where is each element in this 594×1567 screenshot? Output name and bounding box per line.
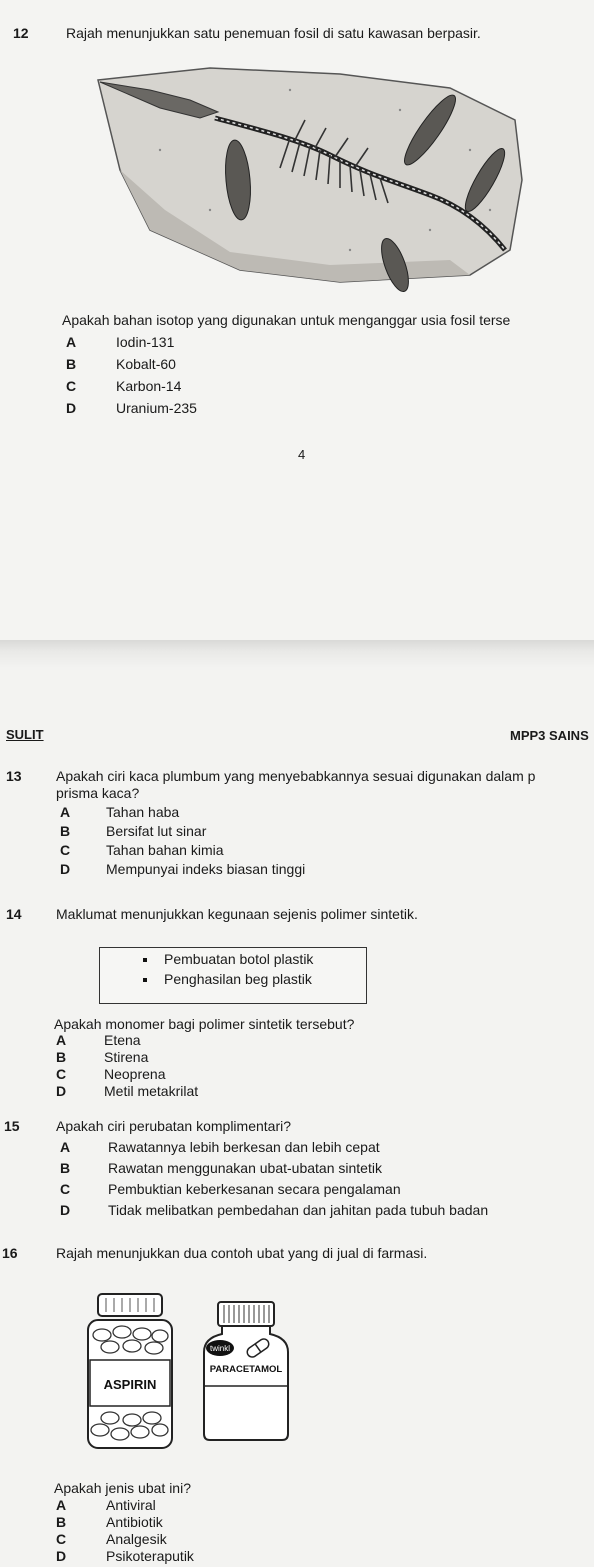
q14-stem: Maklumat menunjukkan kegunaan sejenis polimer sintetik. <box>56 906 418 922</box>
q14-question: Apakah monomer bagi polimer sintetik tersebut? <box>54 1016 355 1032</box>
q15-stem: Apakah ciri perubatan komplimentari? <box>56 1118 292 1134</box>
q16-option-c-letter: C <box>56 1531 67 1547</box>
q14-option-b-letter: B <box>56 1049 67 1065</box>
q12-option-b-text: Kobalt-60 <box>116 356 176 372</box>
paracetamol-bottle-illustration <box>200 1300 292 1442</box>
q13-stem-line1: Apakah ciri kaca plumbum yang menyebabkannya sesuai digunakan dalam p <box>56 768 536 784</box>
q15-option-c-text: Pembuktian keberkesanan secara pengalaman <box>108 1181 401 1197</box>
q12-option-d-text: Uranium-235 <box>116 400 197 416</box>
q12-option-a-letter: A <box>66 334 77 350</box>
fossil-illustration <box>90 60 530 295</box>
q14-number: 14 <box>6 906 22 922</box>
q13-stem-line2: prisma kaca? <box>56 785 140 801</box>
q12-option-d-letter: D <box>66 400 77 416</box>
page-divider <box>0 640 594 668</box>
q15-option-c-letter: C <box>60 1181 71 1197</box>
q16-option-a-text: Antiviral <box>106 1497 156 1513</box>
q16-option-b-letter: B <box>56 1514 67 1530</box>
twinkl-brand-logo: twinkl <box>209 1344 231 1353</box>
q12-question: Apakah bahan isotop yang digunakan untuk menganggar usia fosil terse <box>62 312 511 328</box>
header-subject-code: MPP3 SAINS <box>510 728 589 743</box>
info-box-item-2: Penghasilan beg plastik <box>164 971 312 987</box>
q13-option-c-letter: C <box>60 842 71 858</box>
q16-option-c-text: Analgesik <box>106 1531 167 1547</box>
q15-option-a-letter: A <box>60 1139 71 1155</box>
q16-option-d-text: Psikoteraputik <box>106 1548 194 1564</box>
q14-option-c-text: Neoprena <box>104 1066 166 1082</box>
q12-stem: Rajah menunjukkan satu penemuan fosil di satu kawasan berpasir. <box>66 25 481 41</box>
q13-option-a-letter: A <box>60 804 71 820</box>
q15-option-b-text: Rawatan menggunakan ubat-ubatan sintetik <box>108 1160 382 1176</box>
info-box-item-1: Pembuatan botol plastik <box>164 951 314 967</box>
q13-option-d-letter: D <box>60 861 71 877</box>
bullet-icon <box>143 978 147 982</box>
q13-option-c-text: Tahan bahan kimia <box>106 842 224 858</box>
q15-number: 15 <box>4 1118 20 1134</box>
q14-option-a-letter: A <box>56 1032 67 1048</box>
q14-option-c-letter: C <box>56 1066 67 1082</box>
aspirin-jar-illustration <box>82 1290 178 1452</box>
paracetamol-label: PARACETAMOL <box>209 1364 283 1375</box>
q13-option-a-text: Tahan haba <box>106 804 180 820</box>
page-1 <box>0 0 594 640</box>
page-number: 4 <box>298 447 306 462</box>
q13-number: 13 <box>6 768 22 784</box>
q12-option-b-letter: B <box>66 356 77 372</box>
q14-option-d-letter: D <box>56 1083 67 1099</box>
q15-option-d-text: Tidak melibatkan pembedahan dan jahitan pada tubuh badan <box>108 1202 489 1218</box>
q13-option-b-text: Bersifat lut sinar <box>106 823 207 839</box>
q16-question: Apakah jenis ubat ini? <box>54 1480 191 1496</box>
q15-option-b-letter: B <box>60 1160 71 1176</box>
q16-option-d-letter: D <box>56 1548 67 1564</box>
q14-option-d-text: Metil metakrilat <box>104 1083 199 1099</box>
q14-option-a-text: Etena <box>104 1032 141 1048</box>
q14-option-b-text: Stirena <box>104 1049 149 1065</box>
q13-option-d-text: Mempunyai indeks biasan tinggi <box>106 861 306 877</box>
aspirin-label: ASPIRIN <box>103 1377 157 1392</box>
page-2 <box>0 668 594 1567</box>
q12-option-a-text: Iodin-131 <box>116 334 175 350</box>
q12-option-c-text: Karbon-14 <box>116 378 182 394</box>
q16-number: 16 <box>2 1245 18 1261</box>
header-sulit: SULIT <box>6 727 44 742</box>
q15-option-a-text: Rawatannya lebih berkesan dan lebih cepat <box>108 1139 380 1155</box>
q16-option-a-letter: A <box>56 1497 67 1513</box>
bullet-icon <box>143 958 147 962</box>
q15-option-d-letter: D <box>60 1202 71 1218</box>
q16-stem: Rajah menunjukkan dua contoh ubat yang di jual di farmasi. <box>56 1245 428 1261</box>
q16-option-b-text: Antibiotik <box>106 1514 163 1530</box>
q12-number: 12 <box>13 25 29 41</box>
q12-option-c-letter: C <box>66 378 77 394</box>
info-box <box>99 947 367 1004</box>
q13-option-b-letter: B <box>60 823 71 839</box>
